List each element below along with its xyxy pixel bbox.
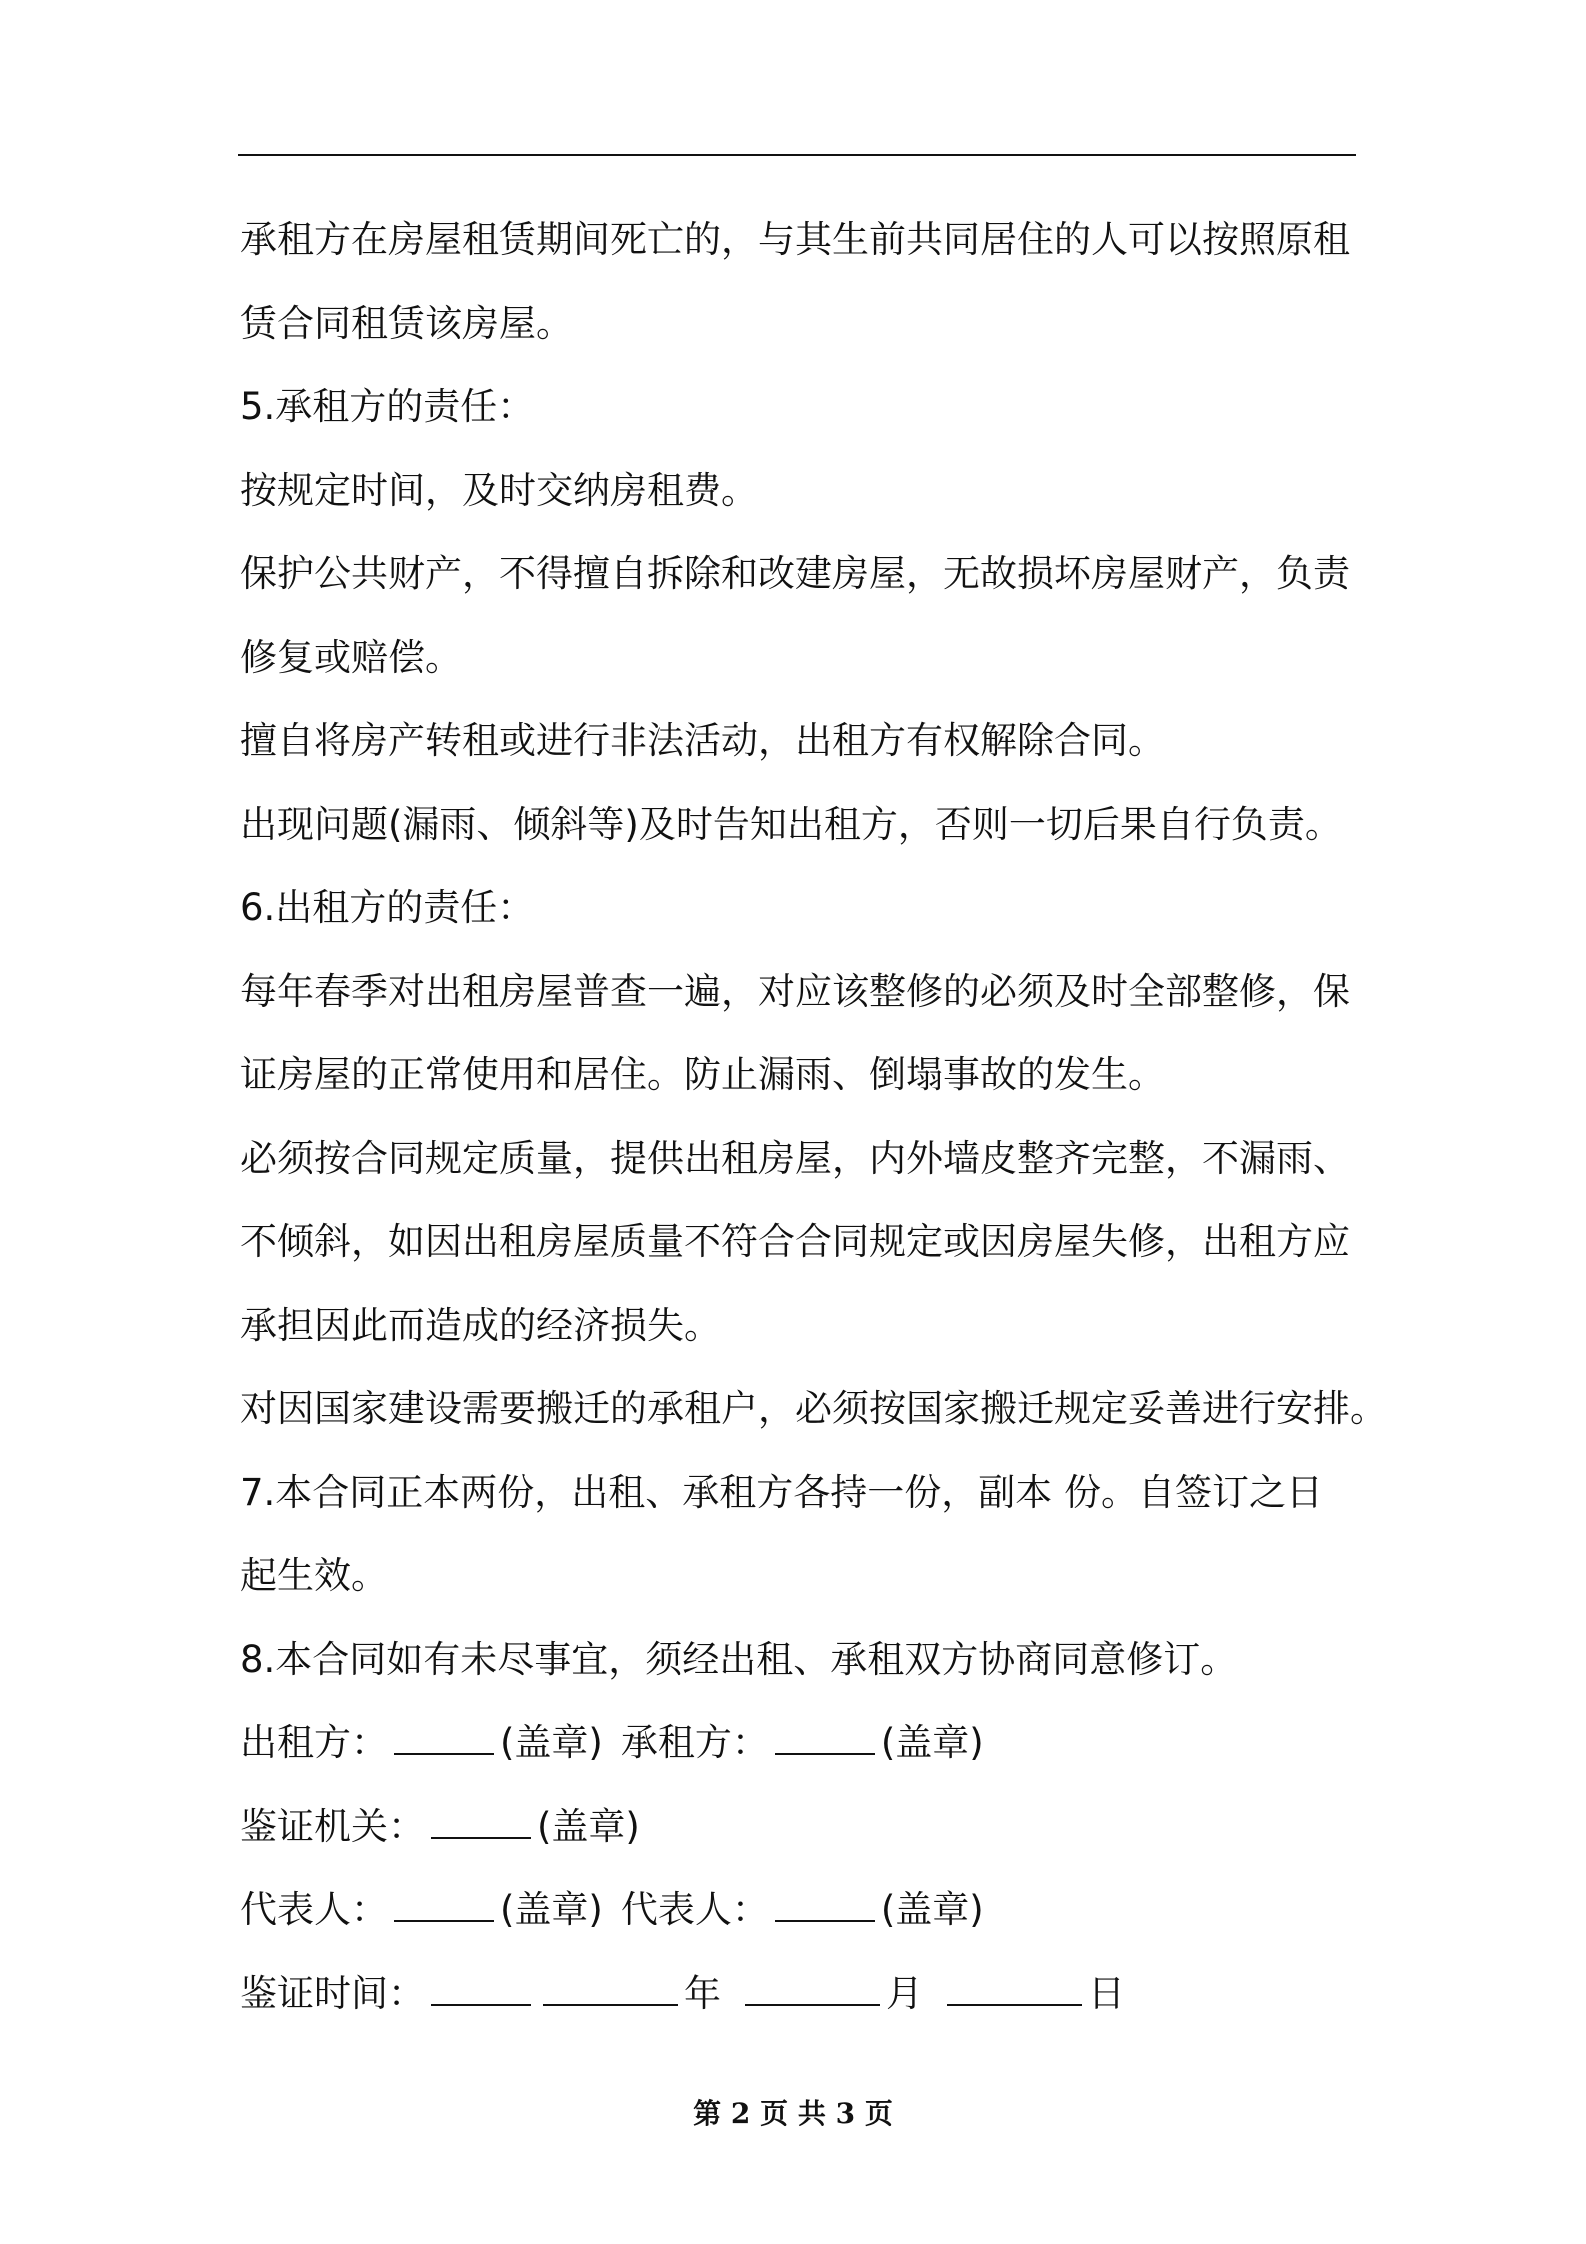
paragraph-line: 修复或赔偿。 — [240, 635, 462, 679]
lessor-rep-label: 代表人： — [240, 1888, 388, 1931]
paragraph-line: 7.本合同正本两份，出租、承租方各持一份，副本 份。自签订之日 — [240, 1470, 1324, 1514]
authority-seal-label: (盖章) — [537, 1804, 640, 1848]
paragraph-line: 必须按合同规定质量，提供出租房屋，内外墙皮整齐完整，不漏雨、 — [240, 1136, 1350, 1180]
lessor-signature-blank — [394, 1723, 494, 1755]
year-label: 年 — [684, 1971, 721, 2015]
lessor-rep-blank — [394, 1890, 494, 1922]
document-body — [240, 198, 1387, 2035]
lessee-seal-label: (盖章) — [880, 1721, 984, 1764]
authority-label: 鉴证机关： — [240, 1804, 425, 1848]
lessor-seal-label: (盖章) — [500, 1721, 603, 1764]
lessee-rep-label: 代表人： — [620, 1888, 769, 1931]
paragraph-line: 证房屋的正常使用和居住。防止漏雨、倒塌事故的发生。 — [240, 1053, 1165, 1096]
section-heading: 6.出租方的责任： — [240, 886, 535, 929]
paragraph-line: 每年春季对出租房屋普查一遍，对应该整修的必须及时全部整修，保 — [240, 969, 1350, 1013]
page-indicator: 第 2 页 共 3 页 — [693, 2097, 893, 2130]
date-blank-1 — [431, 1974, 531, 2006]
day-blank — [947, 1974, 1082, 2006]
signature-row-date — [240, 1952, 1380, 2036]
signature-row-parties — [240, 1701, 1380, 1785]
lessor-rep-seal-label: (盖章) — [500, 1888, 603, 1931]
paragraph-line: 8.本合同如有未尽事宜，须经出租、承租双方协商同意修订。 — [240, 1637, 1238, 1681]
lessee-label: 承租方： — [620, 1721, 769, 1764]
year-blank — [543, 1974, 678, 2006]
signature-row-authority — [240, 1785, 1380, 1869]
lessee-rep-seal-label: (盖章) — [880, 1888, 984, 1931]
paragraph-line: 承担因此而造成的经济损失。 — [240, 1303, 721, 1347]
signature-row-representatives — [240, 1868, 1380, 1952]
date-label: 鉴证时间： — [240, 1971, 425, 2015]
paragraph-line: 赁合同租赁该房屋。 — [240, 301, 573, 345]
section-heading: 5.承租方的责任： — [240, 385, 535, 428]
lessee-rep-blank — [775, 1890, 875, 1922]
month-label: 月 — [886, 1971, 923, 2015]
authority-signature-blank — [431, 1807, 531, 1839]
paragraph-line: 起生效。 — [240, 1554, 388, 1597]
month-blank — [745, 1974, 880, 2006]
paragraph-line: 承租方在房屋租赁期间死亡的，与其生前共同居住的人可以按照原租 — [240, 218, 1350, 261]
header-divider — [238, 154, 1356, 156]
paragraph-line: 按规定时间，及时交纳房租费。 — [240, 468, 758, 512]
lessee-signature-blank — [775, 1723, 875, 1755]
paragraph-line: 擅自将房产转租或进行非法活动，出租方有权解除合同。 — [240, 719, 1165, 762]
paragraph-line: 出现问题(漏雨、倾斜等)及时告知出租方，否则一切后果自行负责。 — [240, 802, 1342, 846]
day-label: 日 — [1088, 1971, 1125, 2015]
lessor-label: 出租方： — [240, 1721, 388, 1764]
paragraph-line: 不倾斜，如因出租房屋质量不符合合同规定或因房屋失修，出租方应 — [240, 1220, 1350, 1263]
paragraph-line: 保护公共财产，不得擅自拆除和改建房屋，无故损坏房屋财产，负责 — [240, 552, 1350, 595]
paragraph-line: 对因国家建设需要搬迁的承租户，必须按国家搬迁规定妥善进行安排。 — [240, 1387, 1387, 1430]
